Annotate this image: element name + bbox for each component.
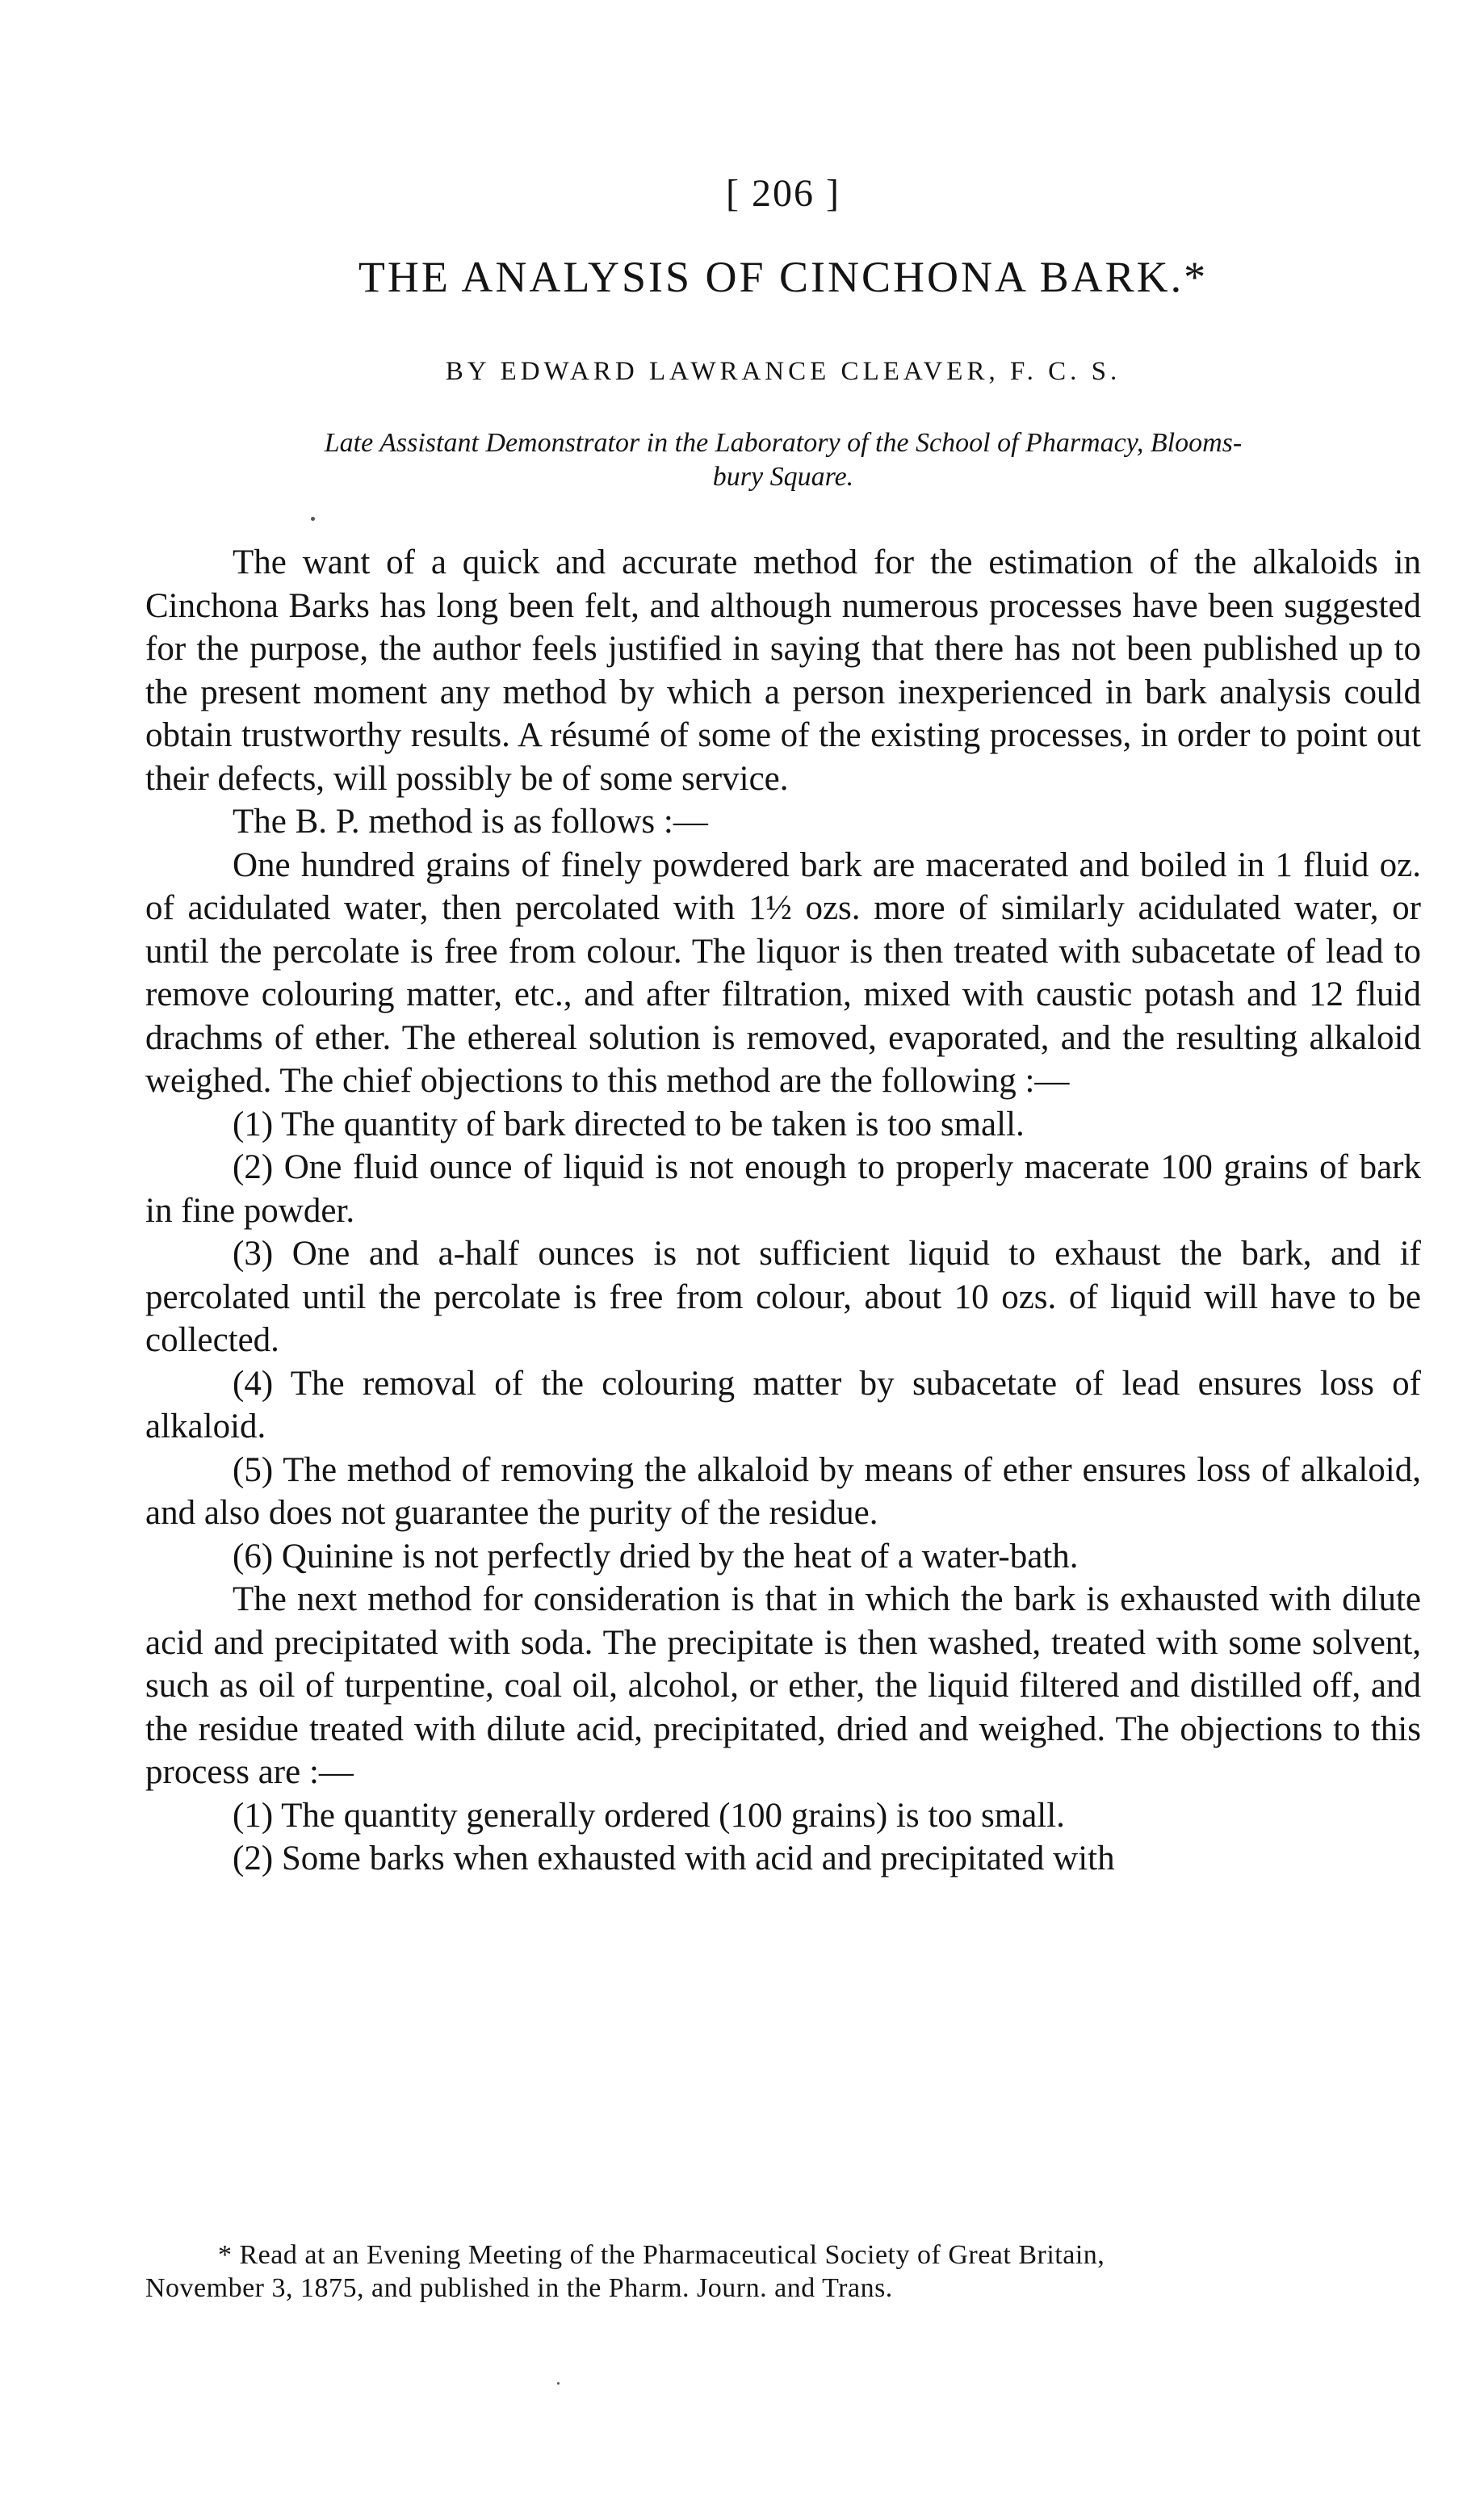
article-title: THE ANALYSIS OF CINCHONA BARK.* [358,253,1209,301]
scan-speck [311,517,315,521]
body-paragraph: The B. P. method is as follows :— [233,803,708,841]
page-number: [ 206 ] [726,172,841,215]
body-paragraph: The want of a quick and accurate method for the estimation of the alkaloids in Cinchona Barks has long been felt, and although numerous processes have been suggested for the purpose, the author feels justified in saying that there has not been published up to the present moment any method by which a person inexperienced in bark analysis could obtain trustworthy results. A résumé of some of the existing processes, in order to point out their defects, will possibly be of some service. [145,543,1421,798]
body-paragraph: The next method for consideration is that in which the bark is exhausted with dilute acid and precipitated with soda. The precipitate is then washed, treated with some solvent, such as oil of turpentine, coal oil, alcohol, or ether, the liquid filtered and distilled off, and the residue treated with dilute acid, precipitated, dried and weighed. The objections to this process are :— [145,1580,1421,1791]
affiliation-line: Late Assistant Demonstrator in the Laboratory of the School of Pharmacy, Blooms- [324,428,1243,458]
scan-speck [557,2382,560,2385]
objection-item: (1) The quantity of bark directed to be taken is too small. [233,1105,1025,1143]
objection-item: (2) Some barks when exhausted with acid and precipitated with [233,1840,1115,1877]
author-byline: BY EDWARD LAWRANCE CLEAVER, F. C. S. [445,357,1121,386]
footnote [145,2238,1421,2305]
objection-item: (5) The method of removing the alkaloid by means of ether ensures loss of alkaloid, and also does not guarantee the purity of the residue. [145,1450,1421,1532]
footnote-line: November 3, 1875, and published in the Pharm. Journ. and Trans. [145,2273,893,2303]
affiliation-line: bury Square. [712,462,854,492]
objection-item: (3) One and a-half ounces is not sufficient liquid to exhaust the bark, and if percolated until the percolate is free from colour, about 10 ozs. of liquid will have to be collected. [145,1235,1421,1359]
author-affiliation [145,426,1421,494]
objection-item: (4) The removal of the colouring matter by subacetate of lead ensures loss of alkaloid. [145,1364,1421,1445]
footnote-line: * Read at an Evening Meeting of the Pharmaceutical Society of Great Britain, [218,2240,1105,2270]
objection-item: (2) One fluid ounce of liquid is not enough to properly macerate 100 grains of bark in fine powder. [145,1148,1421,1230]
objection-item: (6) Quinine is not perfectly dried by the heat of a water-bath. [233,1537,1079,1575]
body-paragraph: One hundred grains of finely powdered bark are macerated and boiled in 1 fluid oz. of acidulated water, then percolated with 1½ ozs. more of similarly acidulated water, or until the percolate is free from colour. The liquor is then treated with subacetate of lead to remove colouring matter, etc., and after filtration, mixed with caustic potash and 12 fluid drachms of ether. The ethereal solution is removed, evaporated, and the resulting alkaloid weighed. The chief objections to this method are the following :— [145,845,1421,1100]
objection-item: (1) The quantity generally ordered (100 grains) is too small. [233,1796,1065,1835]
article-body [145,541,1421,1881]
